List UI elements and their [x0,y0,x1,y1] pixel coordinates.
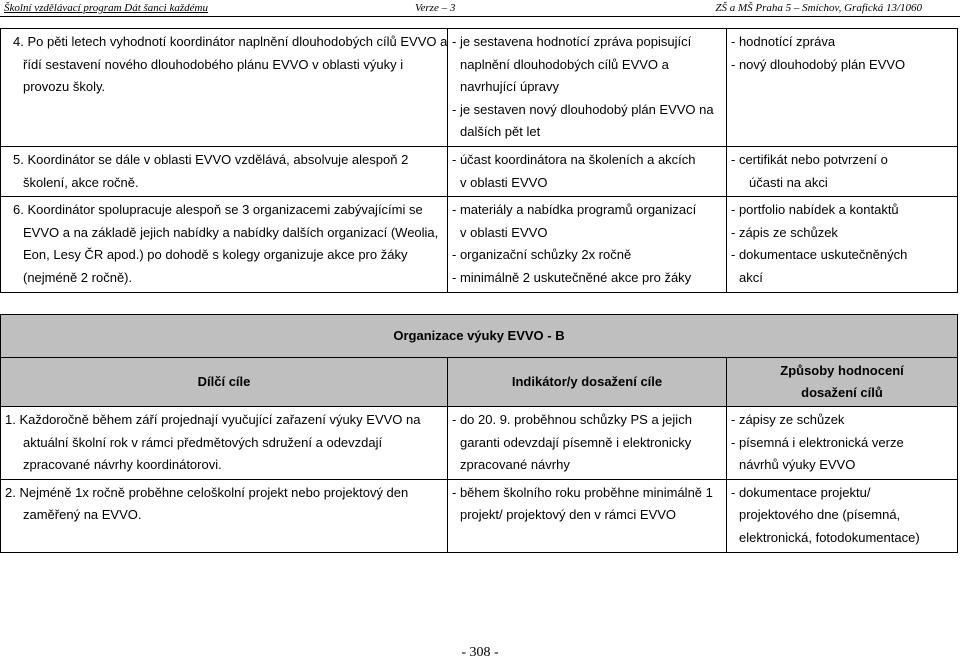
cell-line: - písemná i elektronická verze [731,434,904,450]
table-title-row [1,315,958,358]
cell-line: - hodnotící zpráva [731,34,836,49]
header-goals: Dílčí cíle [1,358,448,407]
cell-line: Eon, Lesy ČR apod.) po dohodě s kolegy organizuje akce pro žáky [23,247,408,263]
header-left: Školní vzdělávací program Dát šanci každému [4,2,208,14]
cell-line: projektového dne (písemná, [739,507,901,523]
cell-line: - organizační schůzky 2x ročně [452,247,632,263]
cell-line: (nejméně 2 ročně). [23,269,133,285]
cell-line: - nový dlouhodobý plán EVVO [731,56,906,72]
table-header-row [1,358,958,407]
header-right: ZŠ a MŠ Praha 5 – Smíchov, Grafická 13/1060 [715,2,922,14]
evaluation-cell [727,197,958,292]
indicator-cell [448,197,727,292]
cell-line: 2. Nejméně 1x ročně proběhne celoškolní projekt nebo projektový den [5,484,409,500]
cell-line: navrhující úpravy [460,79,559,95]
header-line: Způsoby hodnocení [780,363,904,378]
goal-cell [1,29,448,147]
cell-line: provozu školy. [23,79,106,95]
cell-line: zpracované návrhy [460,457,570,473]
cell-line: projekt/ projektový den v rámci EVVO [460,507,677,523]
goals-table-b [0,314,958,553]
evaluation-cell [727,407,958,480]
cell-line: aktuální školní rok v rámci předmětových sdružení a odevzdají [23,434,383,450]
cell-line: EVVO a na základě jejich nabídky a nabídky dalších organizací (Weolia, [23,224,439,240]
cell-line: řídí sestavení nového dlouhodobého plánu EVVO v oblasti výuky i [23,56,404,72]
cell-line: - zápis ze schůzek [731,224,838,240]
cell-line: - zápisy ze schůzek [731,412,845,427]
cell-line: - do 20. 9. proběhnou schůzky PS a jejich [452,412,692,427]
cell-line: - dokumentace projektu/ [731,484,871,500]
table-row [1,29,958,147]
cell-line: akcí [739,269,763,285]
cell-line: - účast koordinátora na školeních a akcích [452,151,696,167]
header-line: dosažení cílů [801,385,883,400]
cell-line: 5. Koordinátor se dále v oblasti EVVO vzdělává, absolvuje alespoň 2 [13,151,409,167]
table-row [1,197,958,292]
goal-cell [1,479,448,552]
page-number: - 308 - [461,645,499,660]
cell-line: školení, akce ročně. [23,174,139,190]
table-row [1,146,958,196]
cell-line: v oblasti EVVO [460,174,548,190]
evaluation-cell [727,479,958,552]
page-header [0,0,960,22]
cell-line: zaměřený na EVVO. [23,507,142,523]
indicator-cell [448,407,727,480]
indicator-cell [448,146,727,196]
goal-cell [1,407,448,480]
cell-line: - minimálně 2 uskutečněné akce pro žáky [452,269,692,285]
cell-line: - je sestavena hodnotící zpráva popisující [452,34,692,49]
goal-cell [1,146,448,196]
header-center: Verze – 3 [415,2,456,14]
cell-line: návrhů výuky EVVO [739,457,856,473]
cell-line: garanti odevzdají písemně i elektronicky [460,434,692,450]
cell-line: účasti na akci [749,174,828,190]
indicator-cell [448,479,727,552]
cell-line: zpracované návrhy koordinátorovi. [23,457,222,473]
header-indicators: Indikátor/y dosažení cíle [448,358,727,407]
table-row [1,479,958,552]
cell-line: - dokumentace uskutečněných [731,247,908,263]
goals-table-a [0,28,958,293]
cell-line: - materiály a nabídka programů organizací [452,202,697,218]
cell-line: - certifikát nebo potvrzení o [731,151,888,167]
goal-cell [1,197,448,292]
cell-line: - během školního roku proběhne minimálně 1 [452,484,713,500]
table-row [1,407,958,480]
cell-line: - portfolio nabídek a kontaktů [731,202,899,218]
cell-line: 4. Po pěti letech vyhodnotí koordinátor naplnění dlouhodobých cílů EVVO a [13,34,448,49]
cell-line: v oblasti EVVO [460,224,548,240]
evaluation-cell [727,29,958,147]
header-rule [0,16,960,17]
header-evaluation [727,358,958,407]
cell-line: elektronická, fotodokumentace) [739,529,920,545]
indicator-cell [448,29,727,147]
cell-line: - je sestaven nový dlouhodobý plán EVVO na [452,101,714,117]
cell-line: 1. Každoročně během září projednají vyučující zařazení výuky EVVO na [5,412,421,427]
evaluation-cell [727,146,958,196]
cell-line: 6. Koordinátor spolupracuje alespoň se 3 organizacemi zabývajícími se [13,202,423,218]
cell-line: naplnění dlouhodobých cílů EVVO a [460,56,669,72]
cell-line: dalších pět let [460,124,541,140]
table-title: Organizace výuky EVVO - B [1,315,958,358]
